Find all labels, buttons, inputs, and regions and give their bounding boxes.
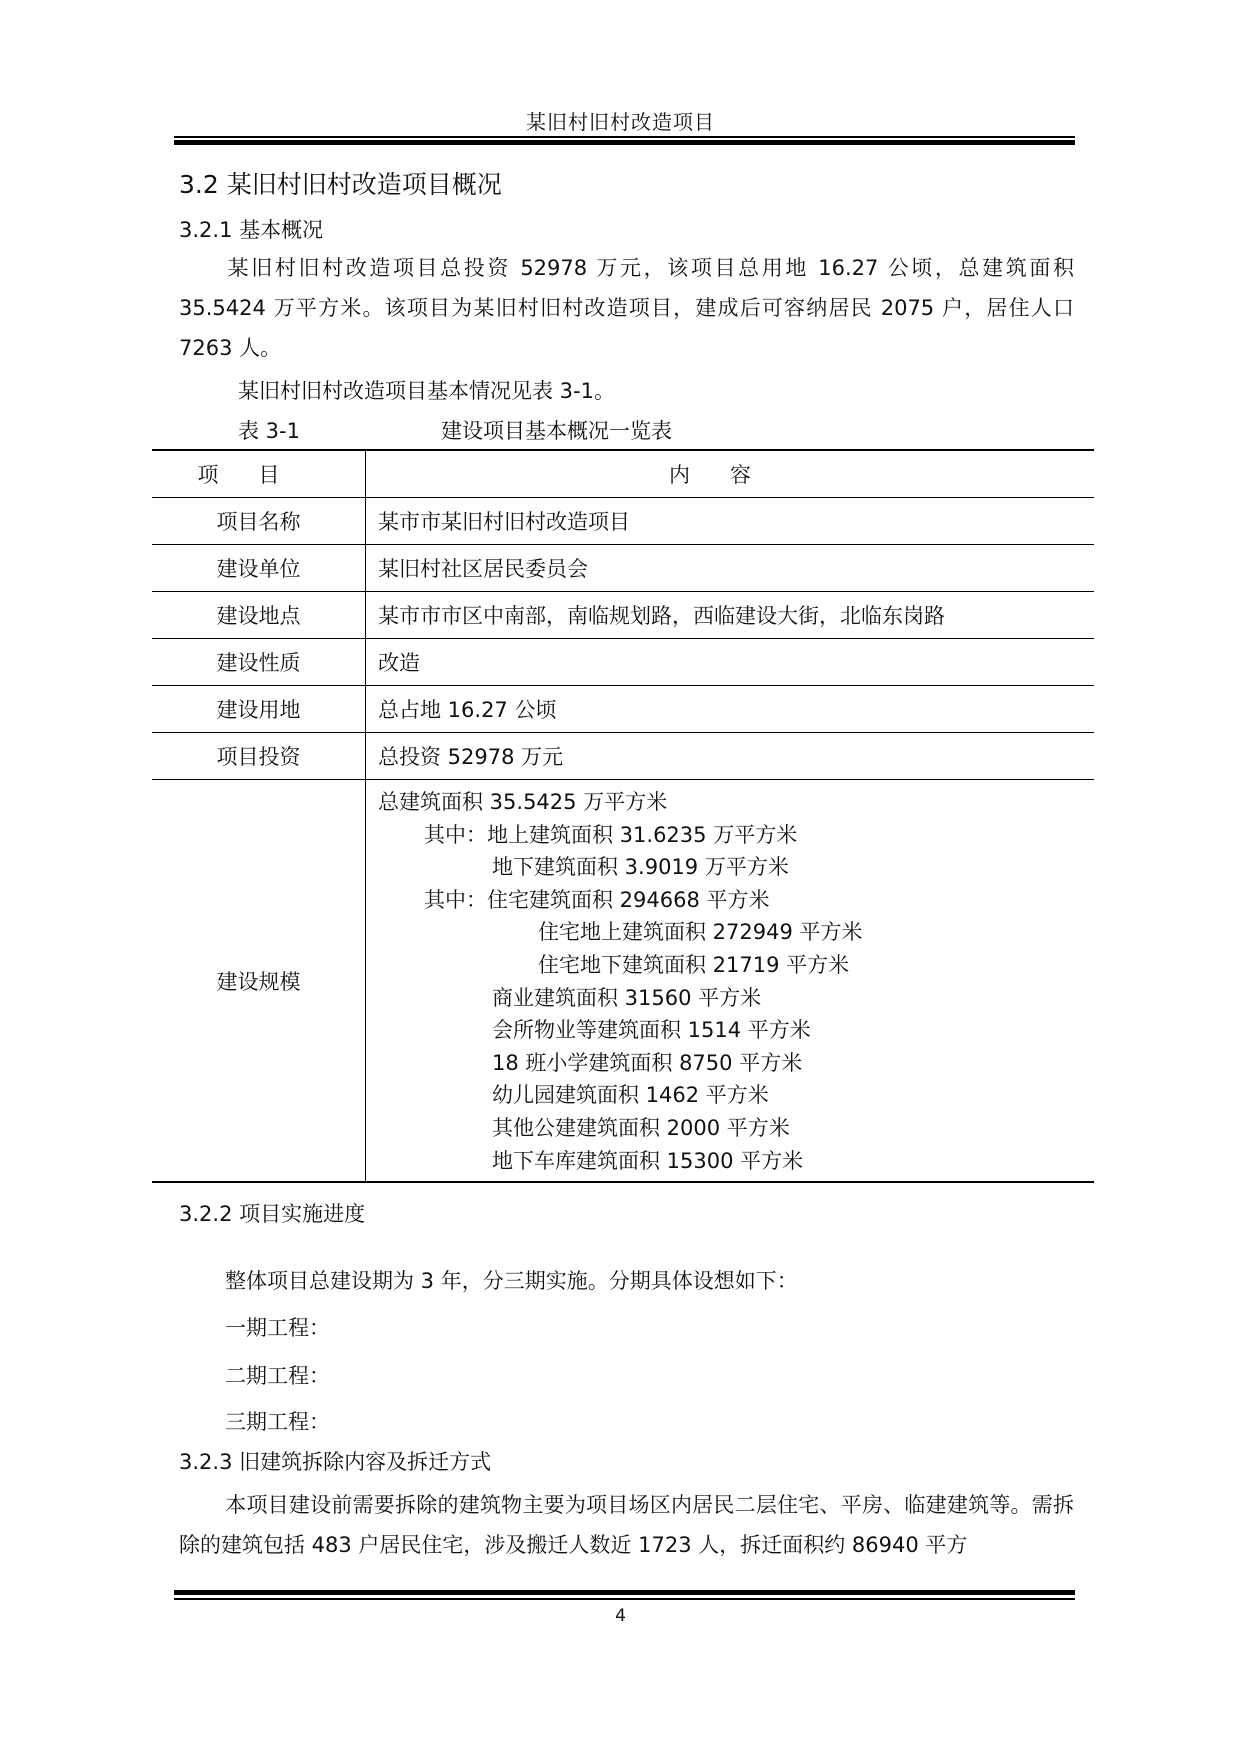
scale-line: 会所物业等建筑面积 1514 平方米 <box>492 1018 811 1043</box>
scale-line: 地下建筑面积 3.9019 万平方米 <box>492 855 789 880</box>
table-caption-title: 建设项目基本概况一览表 <box>441 419 672 443</box>
table-row <box>152 592 1094 639</box>
table-header-item: 项目 <box>152 450 366 498</box>
paragraph-demolition <box>179 1485 1074 1565</box>
scale-line: 总建筑面积 35.5425 万平方米 <box>378 790 668 814</box>
scale-line: 其他公建建筑面积 2000 平方米 <box>492 1115 790 1140</box>
footer-rule-thick <box>174 1590 1075 1595</box>
paragraph-schedule: 整体项目总建设期为 3 年，分三期实施。分期具体设想如下： <box>225 1269 798 1293</box>
subsection-title-322: 3.2.2 项目实施进度 <box>179 1202 366 1226</box>
section-title: 3.2 某旧村旧村改造项目概况 <box>179 170 502 199</box>
scale-line: 其中：住宅建筑面积 294668 平方米 <box>424 887 770 912</box>
subsection-title-323: 3.2.3 旧建筑拆除内容及拆迁方式 <box>179 1450 492 1474</box>
scale-line: 住宅地上建筑面积 272949 平方米 <box>538 920 863 945</box>
subsection-title-321: 3.2.1 基本概况 <box>179 218 324 242</box>
table-cell-value: 改造 <box>366 639 1095 686</box>
table-row-scale <box>152 780 1094 1183</box>
table-cell-value: 某旧村社区居民委员会 <box>366 545 1095 592</box>
paragraph-basic-overview <box>179 248 1074 368</box>
table-cell-value: 某市市某旧村旧村改造项目 <box>366 498 1095 545</box>
scale-line: 住宅地下建筑面积 21719 平方米 <box>538 952 850 977</box>
table-row <box>152 639 1094 686</box>
table-row <box>152 733 1094 780</box>
paragraph-table-ref: 某旧村旧村改造项目基本情况见表 3-1。 <box>238 379 615 403</box>
phase-one: 一期工程： <box>225 1316 330 1340</box>
header-rule-thick <box>174 140 1075 145</box>
table-row <box>152 498 1094 545</box>
table-header-row <box>152 450 1094 498</box>
table-cell-key: 建设规模 <box>152 780 366 1183</box>
table-cell-value: 总占地 16.27 公顷 <box>366 686 1095 733</box>
phase-three: 三期工程： <box>225 1410 330 1434</box>
table-row <box>152 686 1094 733</box>
paragraph-basic-overview-text: 某旧村旧村改造项目总投资 52978 万元，该项目总用地 16.27 公顷，总建筑面积 35.5424 万平方米。该项目为某旧村旧村改造项目，建成后可容纳居民 2075 户，居住人口 7263 人。 <box>179 256 1074 360</box>
table-cell-key: 建设地点 <box>152 592 366 639</box>
paragraph-demolition-text: 本项目建设前需要拆除的建筑物主要为项目场区内居民二层住宅、平房、临建建筑等。需拆除的建筑包括 483 户居民住宅，涉及搬迁人数近 1723 人，拆迁面积约 86940 平方 <box>179 1493 1074 1557</box>
footer-rule-thin <box>174 1598 1075 1600</box>
table-cell-key: 项目名称 <box>152 498 366 545</box>
table-cell-key: 项目投资 <box>152 733 366 780</box>
table-cell-value: 总投资 52978 万元 <box>366 733 1095 780</box>
page-number: 4 <box>615 1606 626 1626</box>
table-cell-scale-details <box>366 780 1095 1183</box>
scale-line: 幼儿园建筑面积 1462 平方米 <box>492 1083 769 1108</box>
table-caption-label: 表 3-1 <box>238 419 300 443</box>
scale-line: 商业建筑面积 31560 平方米 <box>492 985 762 1010</box>
table-row <box>152 545 1094 592</box>
phase-two: 二期工程： <box>225 1364 330 1388</box>
scale-line: 地下车库建筑面积 15300 平方米 <box>492 1148 804 1173</box>
table-cell-key: 建设用地 <box>152 686 366 733</box>
header-rule-thin <box>174 136 1075 138</box>
table-header-content: 内容 <box>366 450 1095 498</box>
running-header: 某旧村旧村改造项目 <box>526 110 715 134</box>
scale-line: 其中：地上建筑面积 31.6235 万平方米 <box>424 822 798 847</box>
scale-line: 18 班小学建筑面积 8750 平方米 <box>492 1050 803 1075</box>
table-cell-value: 某市市市区中南部，南临规划路，西临建设大街，北临东岗路 <box>366 592 1095 639</box>
project-summary-table <box>152 449 1094 1183</box>
table-cell-key: 建设性质 <box>152 639 366 686</box>
table-cell-key: 建设单位 <box>152 545 366 592</box>
